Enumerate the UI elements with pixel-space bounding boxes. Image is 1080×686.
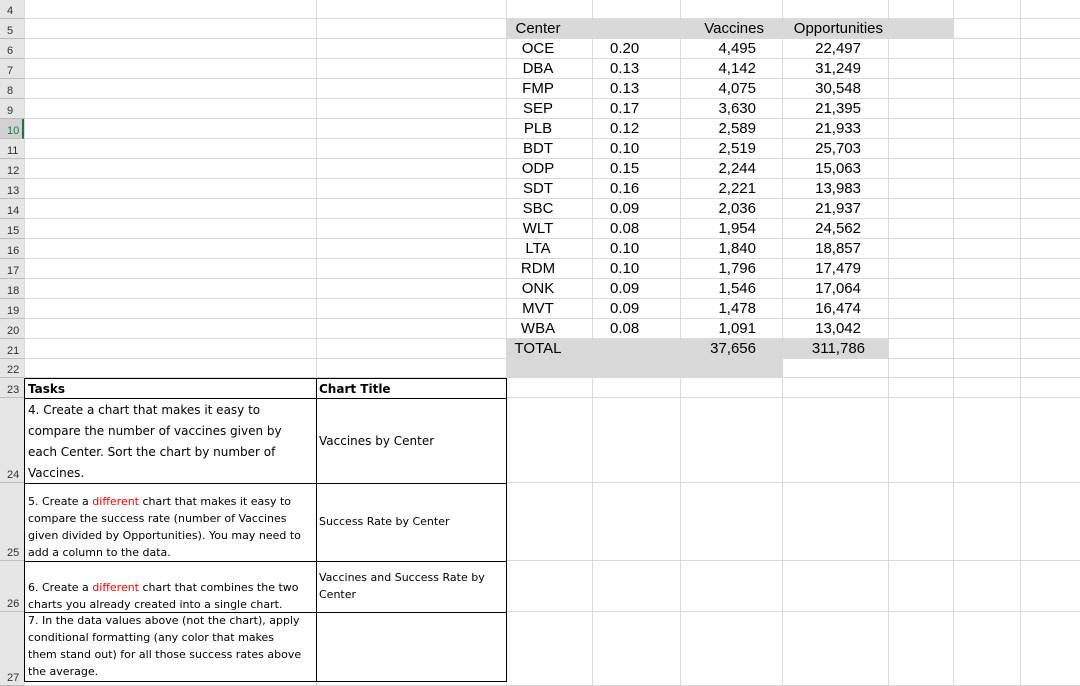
row-header-15[interactable]: 15 (0, 219, 24, 239)
center-cell[interactable]: DBA (522, 60, 554, 77)
success-rate-cell[interactable]: 0.08 (610, 320, 640, 337)
task7-text: 7. In the data values above (not the chart), apply conditional formatting (any color that makes them stand out) for all those success rates above the average. (28, 614, 302, 678)
opportunities-cell[interactable]: 15,063 (815, 160, 861, 177)
center-cell[interactable]: SEP (522, 100, 553, 117)
task4-chart-title: Vaccines by Center (319, 434, 435, 448)
success-rate-cell[interactable]: 0.12 (610, 120, 640, 137)
row-header-10[interactable]: 10 (0, 119, 24, 139)
vaccines-cell[interactable]: 4,142 (718, 60, 756, 77)
center-cell[interactable]: ODP (521, 160, 555, 177)
opportunities-cell[interactable]: 21,395 (815, 100, 861, 117)
opportunities-cell[interactable]: 13,983 (815, 180, 861, 197)
success-rate-cell[interactable]: 0.17 (610, 100, 640, 117)
success-rate-cell[interactable]: 0.09 (610, 200, 640, 217)
task5-text: 5. Create a different chart that makes it easy to compare the success rate (number of Vaccines given divided by Opportunities). You may need to add a column to the data. (28, 495, 301, 559)
center-cell[interactable]: FMP (522, 80, 554, 97)
row-header-6[interactable]: 6 (0, 39, 24, 59)
gridline (953, 0, 954, 686)
header-vaccines[interactable]: Vaccines (704, 20, 764, 37)
total-label[interactable]: TOTAL (514, 340, 562, 357)
success-rate-cell[interactable]: 0.15 (610, 160, 640, 177)
row-header-20[interactable]: 20 (0, 319, 24, 339)
row-header-26[interactable]: 26 (0, 561, 24, 612)
row-header-16[interactable]: 16 (0, 239, 24, 259)
center-cell[interactable]: ONK (521, 280, 555, 297)
opportunities-cell[interactable]: 30,548 (815, 80, 861, 97)
header-opportunities[interactable]: Opportunities (793, 20, 883, 37)
center-cell[interactable]: BDT (523, 140, 553, 157)
opportunities-cell[interactable]: 24,562 (815, 220, 861, 237)
row-header-18[interactable]: 18 (0, 279, 24, 299)
row-header-22[interactable]: 22 (0, 359, 24, 378)
vaccines-cell[interactable]: 4,495 (718, 40, 756, 57)
center-cell[interactable]: SBC (522, 200, 554, 217)
task4-text: 4. Create a chart that makes it easy to compare the number of vaccines given by each Center. Sort the chart by number of Vaccines. (28, 403, 282, 480)
success-rate-cell[interactable]: 0.16 (610, 180, 640, 197)
vaccines-cell[interactable]: 1,091 (718, 320, 756, 337)
success-rate-cell[interactable]: 0.08 (610, 220, 640, 237)
success-rate-cell[interactable]: 0.09 (610, 300, 640, 317)
vaccines-cell[interactable]: 2,589 (718, 120, 756, 137)
vaccines-cell[interactable]: 2,519 (718, 140, 756, 157)
row-header-9[interactable]: 9 (0, 99, 24, 119)
opportunities-cell[interactable]: 21,937 (815, 200, 861, 217)
gridline (1020, 0, 1021, 686)
chart-title-header: Chart Title (319, 382, 391, 396)
row-header-14[interactable]: 14 (0, 199, 24, 219)
success-rate-cell[interactable]: 0.10 (610, 240, 640, 257)
center-cell[interactable]: SDT (523, 180, 553, 197)
vaccines-cell[interactable]: 1,954 (718, 220, 756, 237)
success-rate-cell[interactable]: 0.13 (610, 60, 640, 77)
vaccines-cell[interactable]: 1,840 (718, 240, 756, 257)
row-header-13[interactable]: 13 (0, 179, 24, 199)
gridline (888, 0, 889, 686)
row-header-4[interactable]: 4 (0, 0, 24, 19)
vaccines-cell[interactable]: 1,546 (718, 280, 756, 297)
success-rate-cell[interactable]: 0.13 (610, 80, 640, 97)
total-opportunities[interactable]: 311,786 (811, 340, 865, 357)
row-header-23[interactable]: 23 (0, 378, 24, 398)
center-cell[interactable]: PLB (523, 120, 553, 137)
vaccines-cell[interactable]: 3,630 (718, 100, 756, 117)
center-cell[interactable]: WBA (520, 320, 556, 337)
success-rate-cell[interactable]: 0.09 (610, 280, 640, 297)
total-vaccines[interactable]: 37,656 (710, 340, 756, 357)
vaccines-cell[interactable]: 1,478 (718, 300, 756, 317)
row-header-12[interactable]: 12 (0, 159, 24, 179)
opportunities-cell[interactable]: 16,474 (815, 300, 861, 317)
row-header-17[interactable]: 17 (0, 259, 24, 279)
vaccines-cell[interactable]: 2,244 (718, 160, 756, 177)
opportunities-cell[interactable]: 18,857 (815, 240, 861, 257)
opportunities-cell[interactable]: 31,249 (815, 60, 861, 77)
opportunities-cell[interactable]: 17,064 (815, 280, 861, 297)
opportunities-cell[interactable]: 25,703 (815, 140, 861, 157)
row-header-5[interactable]: 5 (0, 19, 24, 39)
header-center[interactable]: Center (515, 20, 561, 37)
success-rate-cell[interactable]: 0.10 (610, 260, 640, 277)
row-header-19[interactable]: 19 (0, 299, 24, 319)
vaccines-cell[interactable]: 2,221 (718, 180, 756, 197)
opportunities-cell[interactable]: 22,497 (815, 40, 861, 57)
opportunities-cell[interactable]: 17,479 (815, 260, 861, 277)
center-cell[interactable]: LTA (525, 240, 551, 257)
vaccines-cell[interactable]: 1,796 (718, 260, 756, 277)
center-cell[interactable]: MVT (522, 300, 554, 317)
tasks-header-cell[interactable] (24, 378, 317, 399)
task6-chart-title: Vaccines and Success Rate by Center (319, 571, 485, 601)
total-fill-below (507, 359, 782, 378)
task6-text: 6. Create a different chart that combines the two charts you already created into a single chart. (28, 581, 299, 611)
success-rate-cell[interactable]: 0.20 (610, 40, 640, 57)
row-header-25[interactable]: 25 (0, 483, 24, 561)
success-rate-cell[interactable]: 0.10 (610, 140, 640, 157)
vaccines-cell[interactable]: 4,075 (718, 80, 756, 97)
row-header-8[interactable]: 8 (0, 79, 24, 99)
opportunities-cell[interactable]: 21,933 (815, 120, 861, 137)
row-header-27[interactable]: 27 (0, 612, 24, 686)
vaccines-cell[interactable]: 2,036 (718, 200, 756, 217)
row-header-24[interactable]: 24 (0, 398, 24, 483)
center-cell[interactable]: WLT (522, 220, 554, 237)
center-cell[interactable]: RDM (520, 260, 556, 277)
tasks-header: Tasks (28, 382, 66, 396)
row-header-11[interactable]: 11 (0, 139, 24, 159)
opportunities-cell[interactable]: 13,042 (815, 320, 861, 337)
task7-chart-title-cell[interactable] (316, 612, 507, 682)
center-cell[interactable]: OCE (521, 40, 555, 57)
row-header-21[interactable]: 21 (0, 339, 24, 359)
task5-chart-title: Success Rate by Center (319, 515, 450, 528)
row-header-7[interactable]: 7 (0, 59, 24, 79)
